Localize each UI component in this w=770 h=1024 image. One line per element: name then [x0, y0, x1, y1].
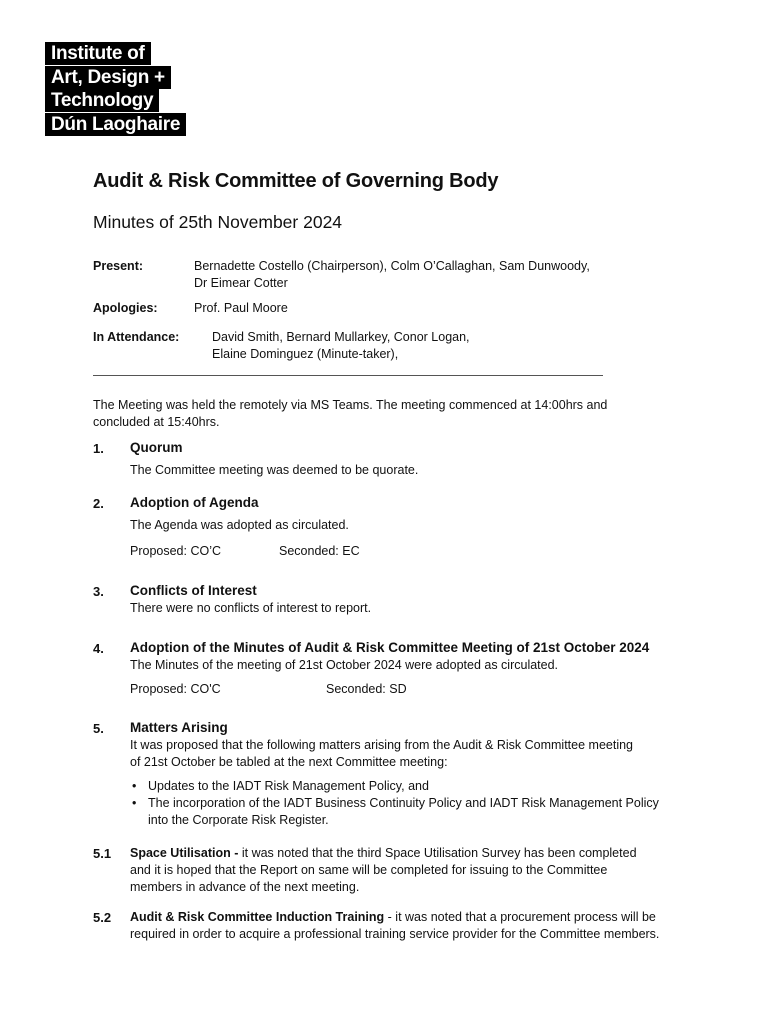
- item-number: 3.: [93, 584, 104, 599]
- item-body: The Committee meeting was deemed to be quorate.: [130, 463, 419, 477]
- document-title: Audit & Risk Committee of Governing Body: [93, 170, 499, 192]
- attendance-label: In Attendance:: [93, 330, 180, 344]
- proposed-by: Proposed: CO’C: [130, 544, 222, 558]
- logo-line: Dún Laoghaire: [45, 113, 186, 136]
- document-subtitle: Minutes of 25th November 2024: [93, 212, 343, 232]
- apologies-label: Apologies:: [93, 301, 158, 315]
- list-item-text: The incorporation of the IADT Business Continuity Policy and IADT Risk Management Policy into the Corporate Risk Register.: [148, 796, 659, 827]
- item-number: 4.: [93, 641, 104, 656]
- proposed-by: Proposed: CO'C: [130, 682, 221, 696]
- item-body: The Minutes of the meeting of 21st October 2024 were adopted as circulated.: [130, 658, 559, 672]
- item-heading: Conflicts of Interest: [130, 583, 257, 598]
- logo-line: Technology: [45, 89, 159, 112]
- item-number: 5.2: [93, 910, 112, 925]
- item-heading: Space Utilisation -: [130, 846, 239, 860]
- matters-arising-list: [130, 778, 665, 829]
- list-item-text: Updates to the IADT Risk Management Policy, and: [148, 779, 429, 793]
- present-line: Bernadette Costello (Chairperson), Colm O’Callaghan, Sam Dunwoody,: [194, 259, 590, 273]
- item-number: 5.: [93, 721, 104, 736]
- item-body: it was noted that the third Space Utilisation Survey has been completed and it is hoped that the Report on same will be completed for issuing to the Committee members in advance of the next meeting.: [130, 846, 637, 894]
- apologies-value: Prof. Paul Moore: [194, 301, 288, 315]
- bullet-icon: •: [132, 779, 137, 793]
- seconded-by: Seconded: SD: [326, 682, 407, 696]
- item-number: 5.1: [93, 846, 112, 861]
- intro-paragraph: The Meeting was held the remotely via MS Teams. The meeting commenced at 14:00hrs and concluded at 15:40hrs.: [93, 398, 608, 429]
- item-heading: Matters Arising: [130, 720, 228, 735]
- present-label: Present:: [93, 259, 144, 273]
- item-paragraph: [130, 909, 675, 943]
- item-paragraph: [130, 845, 660, 896]
- item-heading: Audit & Risk Committee Induction Training: [130, 910, 385, 924]
- list-item: [130, 778, 665, 795]
- attendance-line: Elaine Dominguez (Minute-taker),: [212, 347, 399, 361]
- attendance-value: [212, 329, 470, 363]
- item-body: - it was noted that a procurement process will be required in order to acquire a professional training service provider for the Committee members.: [130, 910, 660, 941]
- bullet-icon: •: [132, 796, 137, 810]
- logo-line: Art, Design +: [45, 66, 171, 89]
- item-number: 1.: [93, 441, 104, 456]
- list-item: [130, 795, 665, 829]
- seconded-by: Seconded: EC: [279, 544, 360, 558]
- present-line: Dr Eimear Cotter: [194, 276, 288, 290]
- attendance-line: David Smith, Bernard Mullarkey, Conor Logan,: [212, 330, 470, 344]
- present-value: [194, 258, 590, 292]
- divider: [93, 375, 603, 376]
- logo-line: Institute of: [45, 42, 151, 65]
- iadt-logo: [45, 42, 186, 136]
- item-number: 2.: [93, 496, 104, 511]
- item-body: It was proposed that the following matters arising from the Audit & Risk Committee meeting of 21st October be tabled at the next Committee meeting:: [130, 738, 634, 769]
- item-body: There were no conflicts of interest to report.: [130, 601, 372, 615]
- item-heading: Adoption of the Minutes of Audit & Risk Committee Meeting of 21st October 2024: [130, 640, 650, 655]
- item-body: The Agenda was adopted as circulated.: [130, 518, 349, 532]
- item-heading: Adoption of Agenda: [130, 495, 259, 510]
- item-heading: Quorum: [130, 440, 183, 455]
